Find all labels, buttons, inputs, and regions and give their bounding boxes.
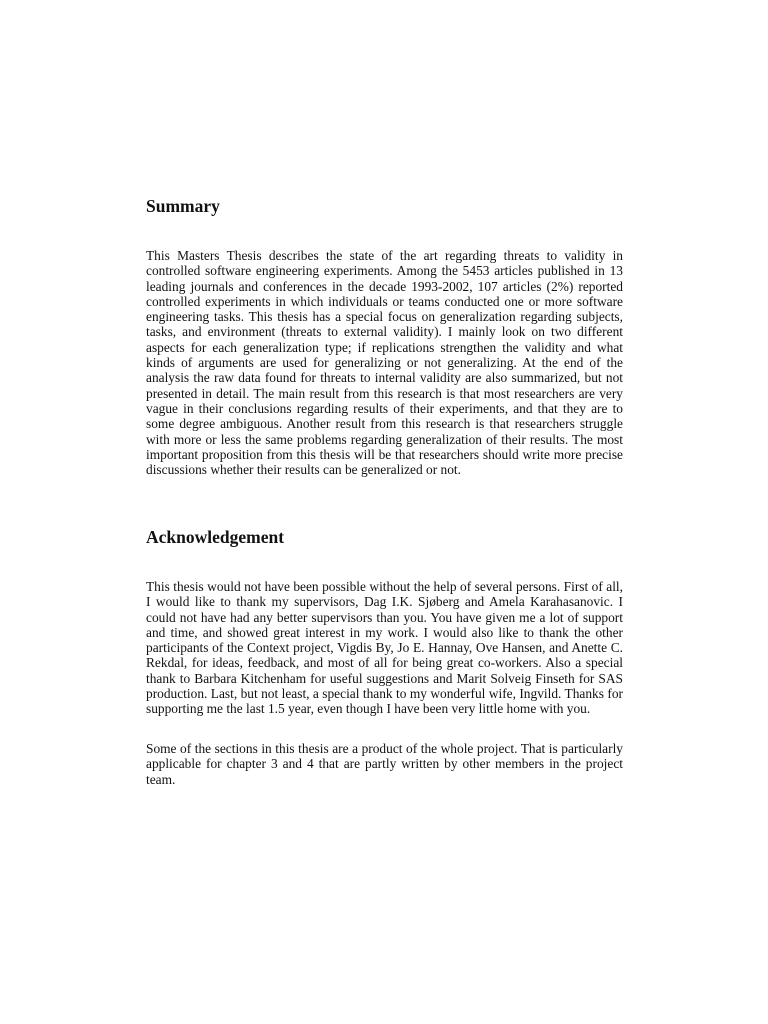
summary-paragraph: This Masters Thesis describes the state of the art regarding threats to validity in controlled software engineering experiments. Among the 5453 articles published in 13 leading journals and conferences in the decade 1993-2002, 107 articles (2%) reported controlled experiments in which individuals or teams conducted one or more software engineering tasks. This thesis has a special focus on generalization regarding subjects, tasks, and environment (threats to external validity). I mainly look on two different aspects for each generalization type; if replications strengthen the validity and what kinds of arguments are used for generalizing or not generalizing. At the end of the analysis the raw data found for threats to internal validity are also summarized, but not presented in detail. The main result from this research is that most researchers are very vague in their conclusions regarding results of their experiments, and that they are to some degree ambiguous. Another result from this research is that researchers struggle with more or less the same problems regarding generalization of their results. The most important proposition from this thesis will be that researchers should write more precise discussions whether their results can be generalized or not. <box>146 248 623 478</box>
acknowledgement-heading: Acknowledgement <box>146 527 285 547</box>
acknowledgement-paragraph-2: Some of the sections in this thesis are a product of the whole project. That is particularly applicable for chapter 3 and 4 that are partly written by other members in the project team. <box>146 741 623 787</box>
acknowledgement-paragraph-1: This thesis would not have been possible without the help of several persons. First of all, I would like to thank my supervisors, Dag I.K. Sjøberg and Amela Karahasanovic. I could not have had any better supervisors than you. You have given me a lot of support and time, and showed great interest in my work. I would also like to thank the other participants of the Context project, Vigdis By, Jo E. Hannay, Ove Hansen, and Anette C. Rekdal, for ideas, feedback, and most of all for being great co-workers. Also a special thank to Barbara Kitchenham for useful suggestions and Marit Solveig Finseth for SAS production. Last, but not least, a special thank to my wonderful wife, Ingvild. Thanks for supporting me the last 1.5 year, even though I have been very little home with you. <box>146 579 623 717</box>
summary-heading: Summary <box>146 196 220 216</box>
